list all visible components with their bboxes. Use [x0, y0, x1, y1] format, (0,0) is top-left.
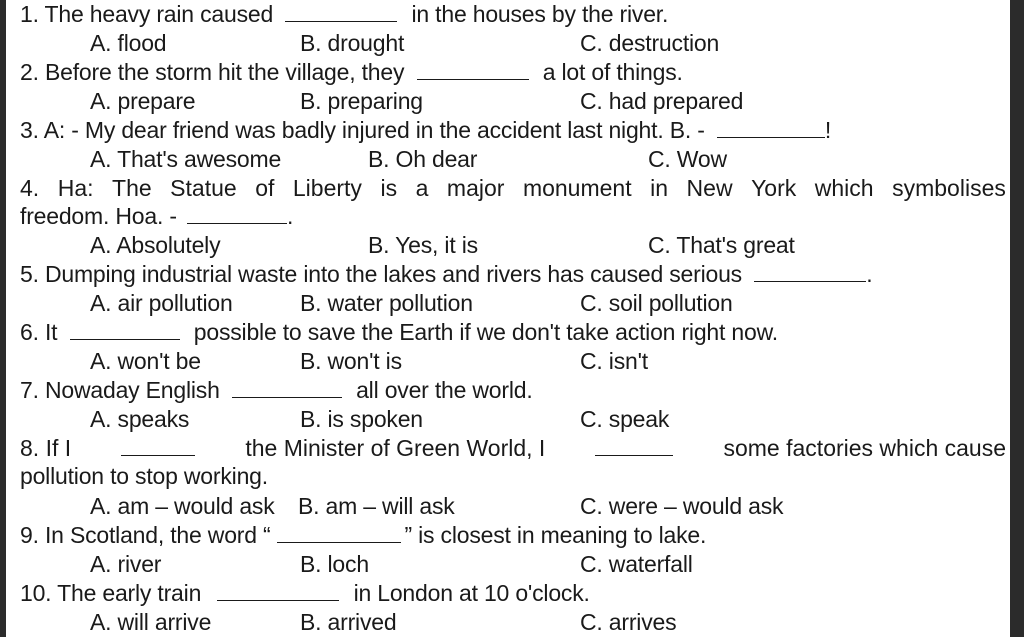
option-a: A. won't be: [90, 348, 201, 374]
answer-blank: [277, 524, 401, 543]
question-text: all over the world.: [356, 377, 533, 403]
question-7: [20, 376, 533, 404]
question-text: 8. If I: [20, 435, 72, 461]
question-word: a: [415, 175, 429, 201]
option-c: C. arrives: [580, 609, 677, 635]
answer-blank: [595, 437, 673, 456]
question-word: Liberty: [292, 175, 362, 201]
question-word: symbolises: [892, 175, 1006, 201]
question-word: Statue: [170, 175, 237, 201]
question-word: The: [112, 175, 152, 201]
answer-blank: [217, 582, 339, 601]
option-a: A. am – would ask: [90, 493, 275, 519]
question-10: [20, 579, 590, 607]
question-word: is: [380, 175, 398, 201]
question-text: freedom. Hoa. -: [20, 203, 177, 229]
question-2: [20, 58, 683, 86]
question-text: in London at 10 o'clock.: [353, 580, 590, 606]
answer-blank: [285, 3, 397, 22]
question-text: some factories which cause: [723, 435, 1006, 461]
answer-blank: [70, 321, 180, 340]
question-text: 1. The heavy rain caused: [20, 1, 274, 27]
question-3: [20, 116, 831, 144]
question-word: York: [751, 175, 797, 201]
option-b: B. Yes, it is: [368, 232, 478, 258]
option-a: A. air pollution: [90, 290, 233, 316]
option-b: B. Oh dear: [368, 146, 478, 172]
option-c: C. speak: [580, 406, 670, 432]
answer-blank: [232, 379, 342, 398]
option-c: C. soil pollution: [580, 290, 733, 316]
option-c: C. Wow: [648, 146, 727, 172]
question-word: New: [686, 175, 733, 201]
option-b: B. drought: [300, 30, 405, 56]
option-a: A. prepare: [90, 88, 196, 114]
option-c: C. had prepared: [580, 88, 744, 114]
option-c: C. isn't: [580, 348, 648, 374]
question-6: [20, 318, 778, 346]
question-1: [20, 0, 668, 28]
answer-blank: [754, 263, 866, 282]
question-text: 9. In Scotland, the word “: [20, 522, 271, 548]
question-word: in: [650, 175, 669, 201]
option-b: B. won't is: [300, 348, 402, 374]
scan-edge-right: [1010, 0, 1024, 637]
question-5: [20, 260, 872, 288]
question-text: 3. A: - My dear friend was badly injured in the accident last night. B. -: [20, 117, 705, 143]
question-4-line-1: [20, 174, 1006, 202]
option-b: B. preparing: [300, 88, 423, 114]
option-b: B. is spoken: [300, 406, 423, 432]
option-b: B. arrived: [300, 609, 397, 635]
question-text: .: [866, 261, 873, 287]
option-b: B. water pollution: [300, 290, 473, 316]
option-a: A. river: [90, 551, 162, 577]
option-a: A. Absolutely: [90, 232, 221, 258]
answer-blank: [717, 119, 825, 138]
question-text: possible to save the Earth if we don't take action right now.: [193, 319, 778, 345]
question-text: 10. The early train: [20, 580, 202, 606]
question-word: which: [814, 175, 874, 201]
question-word: of: [255, 175, 275, 201]
question-text: 5. Dumping industrial waste into the lakes and rivers has caused serious: [20, 261, 742, 287]
answer-blank: [417, 61, 529, 80]
option-c: C. were – would ask: [580, 493, 784, 519]
option-c: C. That's great: [648, 232, 795, 258]
question-text: 6. It: [20, 319, 58, 345]
question-4-line-2: [20, 202, 293, 230]
option-b: B. loch: [300, 551, 369, 577]
option-a: A. flood: [90, 30, 167, 56]
option-a: A. That's awesome: [90, 146, 282, 172]
question-text: in the houses by the river.: [411, 1, 669, 27]
scan-edge-left: [0, 0, 6, 637]
question-text: the Minister of Green World, I: [245, 435, 546, 461]
option-a: A. speaks: [90, 406, 190, 432]
question-word: major: [446, 175, 505, 201]
option-a: A. will arrive: [90, 609, 212, 635]
answer-blank: [187, 205, 287, 224]
answer-blank: [121, 437, 195, 456]
question-text: ” is closest in meaning to lake.: [404, 522, 707, 548]
question-text: !: [824, 117, 832, 143]
question-text: .: [287, 203, 294, 229]
question-text: 7. Nowaday English: [20, 377, 220, 403]
question-8-line-1: [20, 434, 1006, 462]
question-8-line-2: pollution to stop working.: [20, 463, 268, 489]
question-word: Ha:: [57, 175, 94, 201]
question-text: 2. Before the storm hit the village, they: [20, 59, 405, 85]
option-c: C. waterfall: [580, 551, 693, 577]
question-9: [20, 521, 706, 549]
question-text: a lot of things.: [542, 59, 683, 85]
option-c: C. destruction: [580, 30, 720, 56]
question-word: monument: [522, 175, 632, 201]
question-word: 4.: [20, 175, 40, 201]
option-b: B. am – will ask: [298, 493, 455, 519]
